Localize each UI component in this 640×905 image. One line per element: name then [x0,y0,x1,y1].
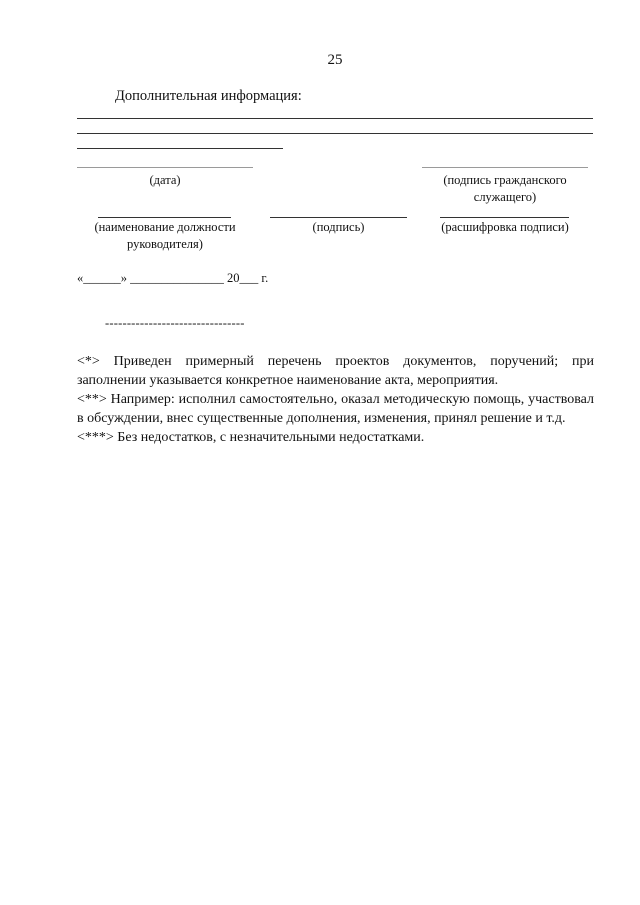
employee-signature-line [422,167,588,168]
date-caption: (дата) [149,173,181,187]
footnotes [77,352,594,447]
manager-position-caption-line1: (наименование должности [94,220,236,234]
footnote-separator: -------------------------------- [105,316,245,330]
info-fill-line-1 [77,118,593,119]
manager-position-caption-line2: руководителя) [127,237,203,251]
employee-signature-caption [405,172,605,206]
signature-decoding-caption: (расшифровка подписи) [441,220,569,234]
employee-signature-caption-line1: (подпись гражданского [443,173,567,187]
additional-info-label: Дополнительная информация: [115,88,302,104]
footnote-3: <***> Без недостатков, с незначительными недостатками. [77,430,425,445]
employee-signature-caption-line2: служащего) [473,190,537,204]
manager-position-line [98,217,231,218]
date-signature-line [77,167,253,168]
signature-decoding-line [440,217,569,218]
info-fill-line-3 [77,148,283,149]
footnote-2: <**> Например: исполнил самостоятельно, оказал методическую помощь, участвовал в обсуждении, внес существенные дополнения, изменения, принял решение и т.д. [77,392,594,426]
manager-signature-caption: (подпись) [312,220,365,234]
manager-signature-line [270,217,407,218]
page-number: 25 [327,52,343,68]
date-fill-line: «______» _______________ 20___ г. [77,271,269,285]
footnote-1: <*> Приведен примерный перечень проектов документов, поручений; при заполнении указывается конкретное наименование акта, мероприятия. [77,354,594,388]
manager-position-caption [80,219,250,253]
info-fill-line-2 [77,133,593,134]
